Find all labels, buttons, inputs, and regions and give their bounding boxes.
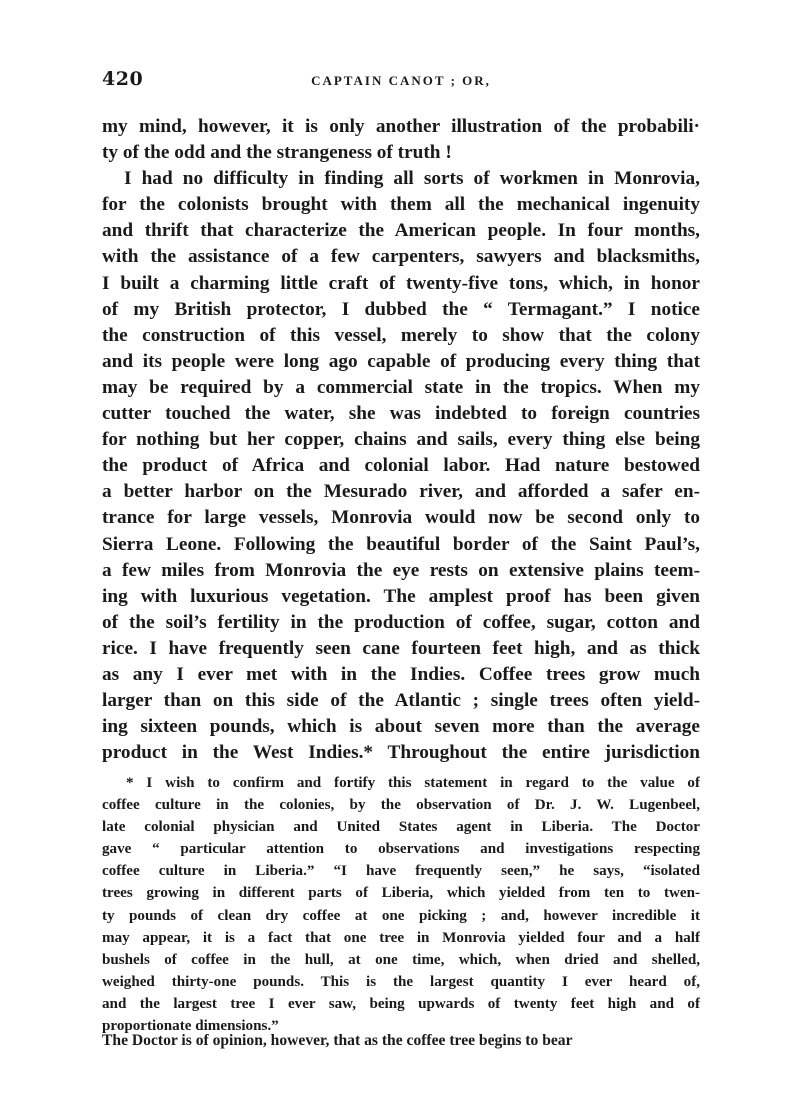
body-line: cutter touched the water, she was indebted to foreign countries bbox=[102, 403, 700, 425]
body-line: a better harbor on the Mesurado river, and afforded a safer en- bbox=[102, 481, 700, 503]
footnote-line: coffee culture in the colonies, by the observation of Dr. J. W. Lugenbeel, bbox=[102, 797, 700, 814]
body-line: ty of the odd and the strangeness of truth ! bbox=[102, 142, 452, 164]
body-line: ing sixteen pounds, which is about seven more than the average bbox=[102, 716, 700, 738]
body-line: for nothing but her copper, chains and sails, every thing else being bbox=[102, 429, 700, 451]
footnote-line: ty pounds of clean dry coffee at one picking ; and, however incredible it bbox=[102, 907, 700, 924]
body-line: my mind, however, it is only another illustration of the probabili· bbox=[102, 116, 700, 137]
body-text bbox=[102, 114, 700, 766]
footnote-line: coffee culture in Liberia.” “I have frequently seen,” he says, “isolated bbox=[102, 863, 700, 880]
body-line: the construction of this vessel, merely to show that the colony bbox=[102, 324, 700, 346]
body-line: ing with luxurious vegetation. The amplest proof has been given bbox=[102, 585, 700, 607]
body-line: and thrift that characterize the American people. In four months, bbox=[102, 220, 700, 242]
body-line: for the colonists brought with them all the mechanical ingenuity bbox=[102, 194, 700, 216]
footnote bbox=[102, 772, 700, 1037]
footnote-line: bushels of coffee in the hull, at one time, which, when dried and shelled, bbox=[102, 951, 700, 968]
footnote-line: may appear, it is a fact that one tree in Monrovia yielded four and a half bbox=[102, 929, 700, 946]
body-line: of my British protector, I dubbed the “ Termagant.” I notice bbox=[102, 298, 700, 320]
footnote-line: gave “ particular attention to observations and investigations respecting bbox=[102, 841, 700, 858]
body-line: I had no difficulty in finding all sorts of workmen in Monrovia, bbox=[124, 168, 700, 190]
footnote-line: late colonial physician and United States agent in Liberia. The Doctor bbox=[102, 819, 700, 836]
body-line: product in the West Indies.* Throughout the entire jurisdiction bbox=[102, 742, 700, 764]
body-line: I built a charming little craft of twenty-five tons, which, in honor bbox=[102, 272, 700, 294]
footnote-line: trees growing in different parts of Liberia, which yielded from ten to twen- bbox=[102, 885, 700, 902]
body-line: as any I ever met with in the Indies. Coffee trees grow much bbox=[102, 663, 700, 685]
running-head: CAPTAIN CANOT ; OR, bbox=[311, 73, 491, 88]
body-line: larger than on this side of the Atlantic ; single trees often yield- bbox=[102, 690, 700, 712]
page-number: 420 bbox=[102, 68, 144, 90]
page-header bbox=[102, 68, 700, 98]
body-line: of the soil’s fertility in the production of coffee, sugar, cotton and bbox=[102, 611, 700, 633]
body-line: rice. I have frequently seen cane fourteen feet high, and as thick bbox=[102, 637, 700, 659]
body-line: and its people were long ago capable of producing every thing that bbox=[102, 350, 700, 372]
footnote-line: proportionate dimensions.” bbox=[102, 1018, 279, 1035]
body-line: with the assistance of a few carpenters, sawyers and blacksmiths, bbox=[102, 246, 700, 268]
body-line: a few miles from Monrovia the eye rests on extensive plains teem- bbox=[102, 559, 700, 581]
footnote-continuation: The Doctor is of opinion, however, that as the coffee tree begins to bear bbox=[102, 1032, 573, 1049]
footnote-line: * I wish to confirm and fortify this statement in regard to the value of bbox=[126, 775, 700, 791]
body-line: the product of Africa and colonial labor. Had nature bestowed bbox=[102, 455, 700, 477]
body-line: trance for large vessels, Monrovia would now be second only to bbox=[102, 507, 700, 529]
footnote-line: weighed thirty-one pounds. This is the largest quantity I ever heard of, bbox=[102, 973, 700, 990]
body-line: may be required by a commercial state in the tropics. When my bbox=[102, 376, 700, 398]
body-line: Sierra Leone. Following the beautiful border of the Saint Paul’s, bbox=[102, 533, 700, 555]
footnote-line: and the largest tree I ever saw, being upwards of twenty feet high and of bbox=[102, 995, 700, 1012]
